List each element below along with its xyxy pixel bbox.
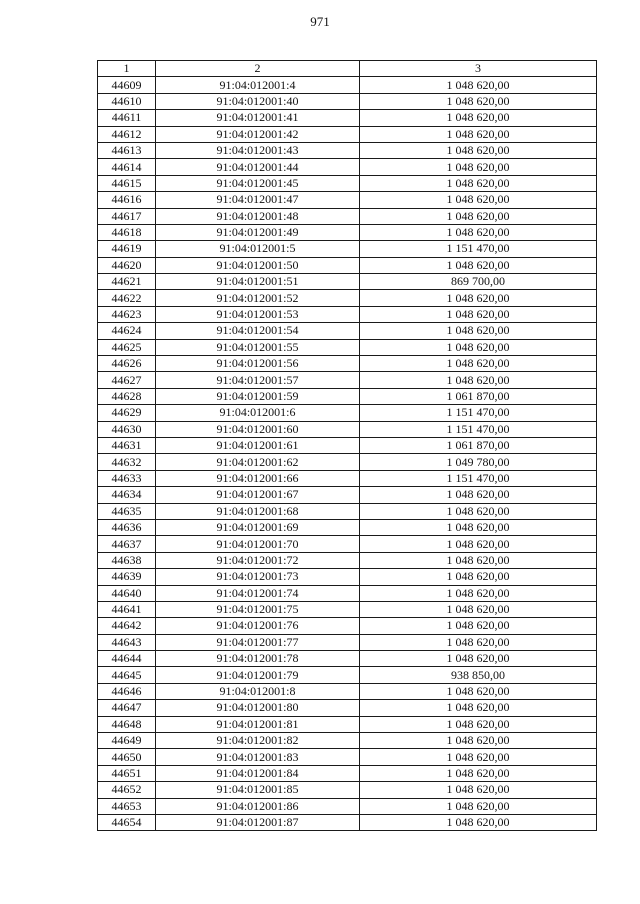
value-cell: 1 048 620,00 [360,224,597,240]
table-row [98,339,597,355]
value-cell: 1 048 620,00 [360,552,597,568]
value-cell: 1 048 620,00 [360,585,597,601]
cadastral-number-cell: 91:04:012001:79 [156,667,360,683]
value-cell: 1 151 470,00 [360,421,597,437]
value-cell: 1 048 620,00 [360,339,597,355]
value-cell: 1 048 620,00 [360,536,597,552]
row-number-cell: 44611 [98,110,156,126]
row-number-cell: 44619 [98,241,156,257]
value-cell: 1 048 620,00 [360,700,597,716]
cadastral-number-cell: 91:04:012001:86 [156,798,360,814]
table-row [98,585,597,601]
row-number-cell: 44652 [98,782,156,798]
value-cell: 1 048 620,00 [360,569,597,585]
cadastral-number-cell: 91:04:012001:74 [156,585,360,601]
cadastral-number-cell: 91:04:012001:59 [156,388,360,404]
cadastral-number-cell: 91:04:012001:72 [156,552,360,568]
row-number-cell: 44620 [98,257,156,273]
table-row [98,519,597,535]
table-row [98,126,597,142]
row-number-cell: 44615 [98,175,156,191]
cadastral-number-cell: 91:04:012001:5 [156,241,360,257]
value-cell: 1 061 870,00 [360,437,597,453]
row-number-cell: 44634 [98,487,156,503]
value-cell: 1 048 620,00 [360,814,597,830]
row-number-cell: 44631 [98,437,156,453]
cadastral-number-cell: 91:04:012001:66 [156,470,360,486]
cadastral-number-cell: 91:04:012001:76 [156,618,360,634]
row-number-cell: 44612 [98,126,156,142]
cadastral-number-cell: 91:04:012001:60 [156,421,360,437]
value-cell: 1 048 620,00 [360,110,597,126]
row-number-cell: 44609 [98,77,156,93]
row-number-cell: 44622 [98,290,156,306]
row-number-cell: 44649 [98,733,156,749]
row-number-cell: 44638 [98,552,156,568]
cadastral-number-cell: 91:04:012001:44 [156,159,360,175]
table-row [98,142,597,158]
row-number-cell: 44644 [98,651,156,667]
row-number-cell: 44630 [98,421,156,437]
value-cell: 1 048 620,00 [360,142,597,158]
table-row [98,683,597,699]
value-cell: 1 048 620,00 [360,601,597,617]
table-row [98,765,597,781]
row-number-cell: 44646 [98,683,156,699]
value-cell: 1 048 620,00 [360,306,597,322]
value-cell: 1 048 620,00 [360,651,597,667]
row-number-cell: 44648 [98,716,156,732]
value-cell: 869 700,00 [360,274,597,290]
value-cell: 1 048 620,00 [360,487,597,503]
value-cell: 1 049 780,00 [360,454,597,470]
value-cell: 1 048 620,00 [360,503,597,519]
row-number-cell: 44650 [98,749,156,765]
cadastral-number-cell: 91:04:012001:41 [156,110,360,126]
cadastral-number-cell: 91:04:012001:53 [156,306,360,322]
cadastral-number-cell: 91:04:012001:73 [156,569,360,585]
value-cell: 1 048 620,00 [360,782,597,798]
table-row [98,716,597,732]
value-cell: 1 048 620,00 [360,749,597,765]
cadastral-number-cell: 91:04:012001:87 [156,814,360,830]
cadastral-number-cell: 91:04:012001:83 [156,749,360,765]
value-cell: 1 151 470,00 [360,470,597,486]
row-number-cell: 44629 [98,405,156,421]
table-row [98,175,597,191]
table-row [98,372,597,388]
row-number-cell: 44643 [98,634,156,650]
table-row [98,552,597,568]
value-cell: 1 048 620,00 [360,634,597,650]
row-number-cell: 44621 [98,274,156,290]
table-row [98,634,597,650]
table-row [98,159,597,175]
row-number-cell: 44651 [98,765,156,781]
row-number-cell: 44614 [98,159,156,175]
cadastral-number-cell: 91:04:012001:54 [156,323,360,339]
table-row [98,798,597,814]
cadastral-number-cell: 91:04:012001:52 [156,290,360,306]
cadastral-number-cell: 91:04:012001:56 [156,356,360,372]
table-body [98,77,597,831]
cadastral-number-cell: 91:04:012001:84 [156,765,360,781]
value-cell: 1 048 620,00 [360,192,597,208]
cadastral-number-cell: 91:04:012001:78 [156,651,360,667]
table-row [98,667,597,683]
table-row [98,93,597,109]
table-row [98,749,597,765]
table-row [98,733,597,749]
table-row [98,224,597,240]
row-number-cell: 44654 [98,814,156,830]
cadastral-number-cell: 91:04:012001:4 [156,77,360,93]
row-number-cell: 44641 [98,601,156,617]
row-number-cell: 44626 [98,356,156,372]
row-number-cell: 44628 [98,388,156,404]
row-number-cell: 44639 [98,569,156,585]
header-row [98,61,597,77]
cadastral-number-cell: 91:04:012001:55 [156,339,360,355]
value-cell: 1 048 620,00 [360,159,597,175]
cadastral-number-cell: 91:04:012001:42 [156,126,360,142]
table-header [98,61,597,77]
row-number-cell: 44616 [98,192,156,208]
value-cell: 1 048 620,00 [360,126,597,142]
cadastral-number-cell: 91:04:012001:80 [156,700,360,716]
row-number-cell: 44636 [98,519,156,535]
table-row [98,77,597,93]
row-number-cell: 44640 [98,585,156,601]
cadastral-number-cell: 91:04:012001:45 [156,175,360,191]
cadastral-number-cell: 91:04:012001:69 [156,519,360,535]
row-number-cell: 44610 [98,93,156,109]
value-cell: 1 048 620,00 [360,519,597,535]
table-row [98,208,597,224]
cadastral-number-cell: 91:04:012001:75 [156,601,360,617]
cadastral-number-cell: 91:04:012001:43 [156,142,360,158]
cadastral-number-cell: 91:04:012001:8 [156,683,360,699]
table-row [98,257,597,273]
table-row [98,601,597,617]
table-row [98,388,597,404]
cadastral-number-cell: 91:04:012001:57 [156,372,360,388]
cadastral-number-cell: 91:04:012001:61 [156,437,360,453]
table-row [98,421,597,437]
table-row [98,487,597,503]
cadastral-number-cell: 91:04:012001:48 [156,208,360,224]
table-row [98,110,597,126]
value-cell: 1 048 620,00 [360,733,597,749]
table-row [98,274,597,290]
value-cell: 1 048 620,00 [360,798,597,814]
cadastral-number-cell: 91:04:012001:50 [156,257,360,273]
cadastral-number-cell: 91:04:012001:77 [156,634,360,650]
cadastral-number-cell: 91:04:012001:68 [156,503,360,519]
cadastral-number-cell: 91:04:012001:49 [156,224,360,240]
row-number-cell: 44645 [98,667,156,683]
row-number-cell: 44635 [98,503,156,519]
row-number-cell: 44637 [98,536,156,552]
header-cell-column-1: 1 [98,61,156,77]
value-cell: 1 048 620,00 [360,323,597,339]
value-cell: 1 048 620,00 [360,77,597,93]
row-number-cell: 44647 [98,700,156,716]
row-number-cell: 44623 [98,306,156,322]
row-number-cell: 44625 [98,339,156,355]
row-number-cell: 44632 [98,454,156,470]
value-cell: 1 048 620,00 [360,290,597,306]
row-number-cell: 44624 [98,323,156,339]
value-cell: 1 048 620,00 [360,716,597,732]
value-cell: 938 850,00 [360,667,597,683]
table-row [98,323,597,339]
table-row [98,192,597,208]
table-row [98,454,597,470]
cadastral-number-cell: 91:04:012001:85 [156,782,360,798]
table-row [98,503,597,519]
table-row [98,356,597,372]
table-row [98,306,597,322]
table-row [98,618,597,634]
value-cell: 1 048 620,00 [360,765,597,781]
table-row [98,290,597,306]
row-number-cell: 44653 [98,798,156,814]
value-cell: 1 048 620,00 [360,356,597,372]
cadastral-number-cell: 91:04:012001:51 [156,274,360,290]
value-cell: 1 048 620,00 [360,208,597,224]
table-row [98,536,597,552]
value-cell: 1 048 620,00 [360,372,597,388]
row-number-cell: 44633 [98,470,156,486]
value-cell: 1 048 620,00 [360,93,597,109]
table-row [98,700,597,716]
value-cell: 1 048 620,00 [360,683,597,699]
header-cell-column-2: 2 [156,61,360,77]
cadastral-number-cell: 91:04:012001:6 [156,405,360,421]
table-row [98,241,597,257]
row-number-cell: 44613 [98,142,156,158]
header-cell-column-3: 3 [360,61,597,77]
cadastral-number-cell: 91:04:012001:81 [156,716,360,732]
value-cell: 1 048 620,00 [360,257,597,273]
value-cell: 1 151 470,00 [360,405,597,421]
cadastral-number-cell: 91:04:012001:67 [156,487,360,503]
cadastral-number-cell: 91:04:012001:47 [156,192,360,208]
table-row [98,470,597,486]
value-cell: 1 048 620,00 [360,618,597,634]
table-row [98,569,597,585]
row-number-cell: 44627 [98,372,156,388]
row-number-cell: 44617 [98,208,156,224]
table-row [98,405,597,421]
cadastral-number-cell: 91:04:012001:82 [156,733,360,749]
table-row [98,651,597,667]
table-row [98,437,597,453]
cadastral-number-cell: 91:04:012001:62 [156,454,360,470]
table-row [98,782,597,798]
value-cell: 1 061 870,00 [360,388,597,404]
value-cell: 1 151 470,00 [360,241,597,257]
cadastral-number-cell: 91:04:012001:70 [156,536,360,552]
registry-table [97,60,597,831]
value-cell: 1 048 620,00 [360,175,597,191]
row-number-cell: 44642 [98,618,156,634]
row-number-cell: 44618 [98,224,156,240]
table-row [98,814,597,830]
cadastral-number-cell: 91:04:012001:40 [156,93,360,109]
page-number: 971 [310,14,330,29]
